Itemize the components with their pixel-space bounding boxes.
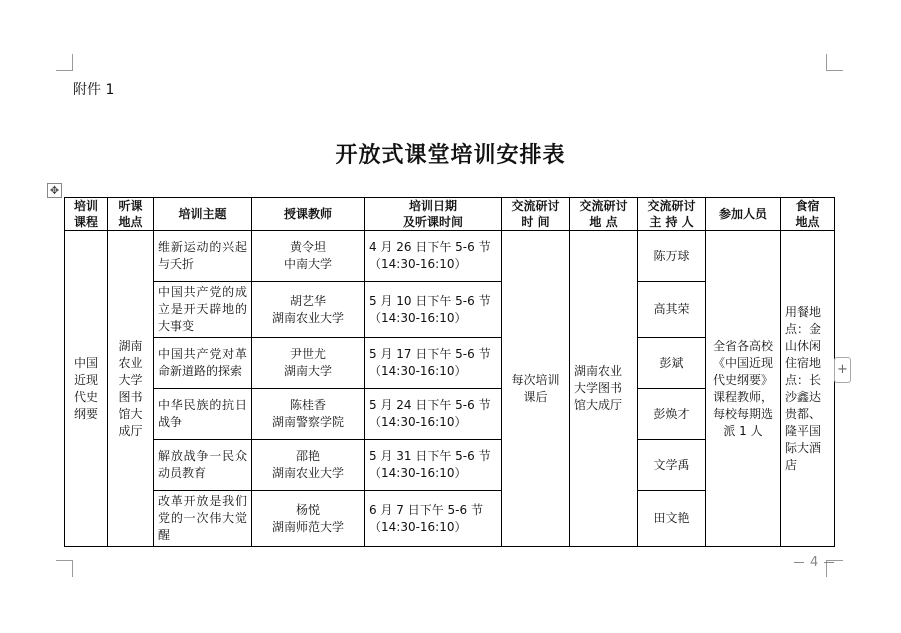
participants-cell[interactable]: 全省各高校 《中国近现 代史纲要》 课程教师， 每校每期选 派 1 人 (706, 231, 781, 547)
crop-mark-top-right (826, 54, 843, 71)
topic-cell[interactable]: 解放战争一民众动员教育 (154, 440, 252, 491)
topic-cell[interactable]: 维新运动的兴起与夭折 (154, 231, 252, 282)
datetime-cell[interactable]: 5 月 24 日下午 5-6 节 （14:30-16:10） (365, 389, 502, 440)
teacher-cell[interactable]: 胡艺华 湖南农业大学 (252, 282, 365, 338)
location-cell[interactable]: 湖南 农业 大学 图书 馆大 成厅 (108, 231, 154, 547)
host-cell[interactable]: 文学禹 (638, 440, 706, 491)
host-cell[interactable]: 彭斌 (638, 338, 706, 389)
page-number-value: 4 (810, 555, 819, 570)
move-arrows-icon[interactable]: ✥ (47, 183, 62, 198)
header-seminar-place: 交流研讨 地 点 (570, 198, 638, 231)
teacher-cell[interactable]: 尹世尤 湖南大学 (252, 338, 365, 389)
teacher-cell[interactable]: 邵艳 湖南农业大学 (252, 440, 365, 491)
topic-cell[interactable]: 中国共产党的成立是开天辟地的大事变 (154, 282, 252, 338)
header-topic: 培训主题 (154, 198, 252, 231)
seminar-place-cell[interactable]: 湖南农业 大学图书 馆大成厅 (570, 231, 638, 547)
plus-icon[interactable]: + (834, 357, 851, 383)
seminar-time-cell[interactable]: 每次培训 课后 (502, 231, 570, 547)
document-title: 开放式课堂培训安排表 (335, 143, 566, 168)
schedule-table (64, 197, 835, 547)
topic-cell[interactable]: 改革开放是我们党的一次伟大觉醒 (154, 491, 252, 547)
header-course: 培训 课程 (65, 198, 108, 231)
header-host: 交流研讨 主 持 人 (638, 198, 706, 231)
table-row (65, 231, 835, 282)
attachment-label: 附件 1 (73, 82, 115, 98)
header-location: 听课 地点 (108, 198, 154, 231)
lodging-cell[interactable]: 用餐地 点：金 山休闲 住宿地 点：长 沙鑫达 贵都、 隆平国 际大酒 店 (781, 231, 835, 547)
header-datetime: 培训日期 及听课时间 (365, 198, 502, 231)
datetime-cell[interactable]: 5 月 31 日下午 5-6 节 （14:30-16:10） (365, 440, 502, 491)
page-number (788, 555, 840, 570)
datetime-cell[interactable]: 5 月 10 日下午 5-6 节 （14:30-16:10） (365, 282, 502, 338)
teacher-cell[interactable]: 黄令坦 中南大学 (252, 231, 365, 282)
host-cell[interactable]: 高其荣 (638, 282, 706, 338)
host-cell[interactable]: 彭焕才 (638, 389, 706, 440)
host-cell[interactable]: 田文艳 (638, 491, 706, 547)
topic-cell[interactable]: 中国共产党对革命新道路的探索 (154, 338, 252, 389)
datetime-cell[interactable]: 5 月 17 日下午 5-6 节 （14:30-16:10） (365, 338, 502, 389)
header-seminar-time: 交流研讨 时 间 (502, 198, 570, 231)
teacher-cell[interactable]: 陈桂香 湖南警察学院 (252, 389, 365, 440)
datetime-cell[interactable]: 4 月 26 日下午 5-6 节 （14:30-16:10） (365, 231, 502, 282)
crop-mark-bottom-left (56, 560, 73, 577)
header-teacher: 授课教师 (252, 198, 365, 231)
teacher-cell[interactable]: 杨悦 湖南师范大学 (252, 491, 365, 547)
header-participants: 参加人员 (706, 198, 781, 231)
table-header-row (65, 198, 835, 231)
topic-cell[interactable]: 中华民族的抗日战争 (154, 389, 252, 440)
datetime-cell[interactable]: 6 月 7 日下午 5-6 节 （14:30-16:10） (365, 491, 502, 547)
host-cell[interactable]: 陈万球 (638, 231, 706, 282)
header-lodging: 食宿 地点 (781, 198, 835, 231)
crop-mark-top-left (56, 54, 73, 71)
course-cell[interactable]: 中国 近现 代史 纲要 (65, 231, 108, 547)
